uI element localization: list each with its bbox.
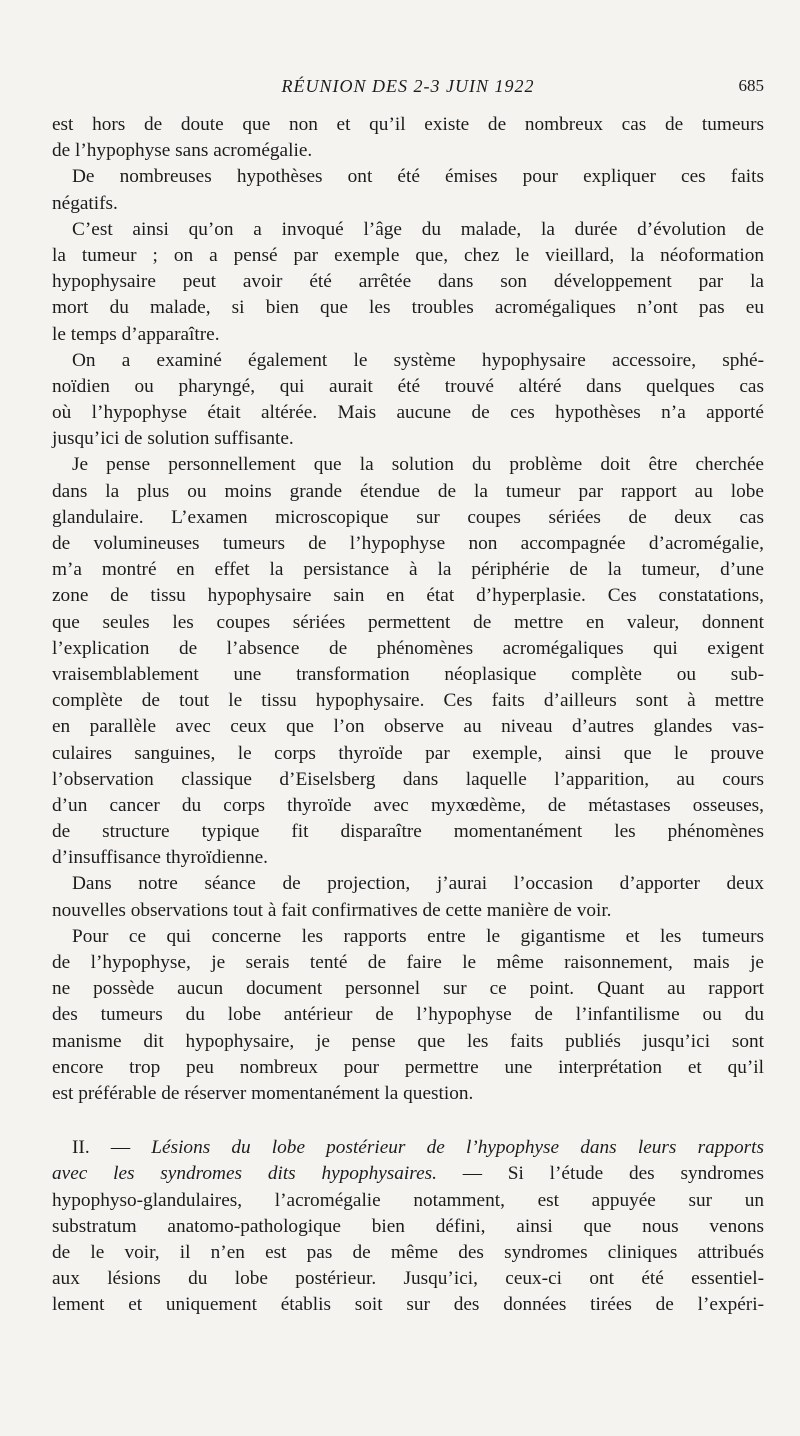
text-line: où l’hypophyse était altérée. Mais aucune de ces hypothèses n’a apporté — [52, 402, 764, 424]
text-line: Je pense personnellement que la solution du problème doit être cherchée — [72, 454, 764, 476]
text-line: Dans notre séance de projection, j’aurai l’occasion d’apporter deux — [72, 873, 764, 895]
text-line: ne possède aucun document personnel sur ce point. Quant au rapport — [52, 978, 764, 1000]
text-line: que seules les coupes sériées permettent de mettre en valeur, donnent — [52, 611, 764, 633]
text-line: l’explication de l’absence de phénomènes acromégaliques qui exigent — [52, 637, 764, 659]
text-line: l’observation classique d’Eiselsberg dans laquelle l’apparition, au cours — [52, 768, 764, 790]
section-dash: — — [462, 1163, 483, 1185]
paragraph — [52, 871, 764, 923]
text-line: la tumeur ; on a pensé par exemple que, chez le vieillard, la néoformation — [52, 244, 764, 266]
text-line: m’a montré en effet la persistance à la périphérie de la tumeur, d’une — [52, 559, 764, 581]
text-line: le temps d’apparaître. — [52, 323, 220, 345]
page-header — [52, 76, 764, 100]
text-line: zone de tissu hypophysaire sain en état d’hyperplasie. Ces constatations, — [52, 585, 764, 607]
section-gap — [52, 1107, 764, 1135]
page-number: 685 — [738, 76, 764, 95]
text-line: On a examiné également le système hypophysaire accessoire, sphé- — [72, 349, 764, 371]
section-two-lines — [52, 1188, 764, 1319]
running-title: RÉUNION DES 2-3 JUIN 1922 — [281, 76, 535, 96]
section-two — [52, 1135, 764, 1318]
text-line: mort du malade, si bien que les troubles acromégaliques n’ont pas eu — [52, 297, 764, 319]
text-line: encore trop peu nombreux pour permettre une interprétation et qu’il — [52, 1056, 764, 1078]
text-line: jusqu’ici de solution suffisante. — [52, 428, 294, 450]
text-line: des tumeurs du lobe antérieur de l’hypophyse de l’infantilisme ou du — [52, 1004, 764, 1026]
text-line: nouvelles observations tout à fait confirmatives de cette manière de voir. — [52, 899, 612, 921]
page-body — [52, 112, 764, 1318]
text-line: de l’hypophyse, je serais tenté de faire le même raisonnement, mais je — [52, 952, 764, 973]
text-line: en parallèle avec ceux que l’on observe au niveau d’autres glandes vas- — [52, 716, 764, 738]
text-line: culaires sanguines, le corps thyroïde par exemple, ainsi que le prouve — [52, 742, 764, 764]
text-line: d’insuffisance thyroïdienne. — [52, 847, 268, 869]
section-line2-rest: Si l’étude des syndromes — [507, 1163, 764, 1185]
text-line: De nombreuses hypothèses ont été émises pour expliquer ces faits — [72, 166, 764, 188]
section-title-part2: avec les syndromes dits hypophysaires. — [52, 1163, 437, 1185]
section-two-heading-line — [52, 1135, 764, 1161]
text-line: noïdien ou pharyngé, qui aurait été trouvé altéré dans quelques cas — [52, 375, 764, 397]
text-line: vraisemblablement une transformation néoplasique complète ou sub- — [52, 663, 764, 685]
text-line: substratum anatomo-pathologique bien défini, ainsi que nous venons — [52, 1215, 764, 1237]
paragraph — [52, 452, 764, 871]
text-line: de volumineuses tumeurs de l’hypophyse non accompagnée d’acromégalie, — [52, 533, 764, 554]
text-line: hypophyso-glandulaires, l’acromégalie notamment, est appuyée sur un — [52, 1189, 764, 1211]
text-line: de le voir, il n’en est pas de même des syndromes cliniques attribués — [52, 1241, 764, 1263]
text-line: aux lésions du lobe postérieur. Jusqu’ici, ceux-ci ont été essentiel- — [52, 1268, 764, 1290]
section-title-part1: Lésions du lobe postérieur de l’hypophyse dans leurs rapports — [151, 1137, 764, 1159]
text-line: Pour ce qui concerne les rapports entre le gigantisme et les tumeurs — [72, 925, 764, 947]
paragraph — [52, 348, 764, 453]
text-line: de structure typique fit disparaître momentanément les phénomènes — [52, 821, 764, 843]
paragraphs — [52, 112, 764, 1107]
text-line: est hors de doute que non et qu’il existe de nombreux cas de tumeurs — [52, 114, 764, 135]
text-line: d’un cancer du corps thyroïde avec myxœdème, de métastases osseuses, — [52, 794, 764, 816]
paragraph — [52, 112, 764, 164]
text-line: complète de tout le tissu hypophysaire. Ces faits d’ailleurs sont à mettre — [52, 690, 764, 712]
text-line: glandulaire. L’examen microscopique sur coupes sériées de deux cas — [52, 506, 764, 528]
text-line: hypophysaire peut avoir été arrêtée dans son développement par la — [52, 271, 764, 293]
text-line: C’est ainsi qu’on a invoqué l’âge du malade, la durée d’évolution de — [72, 218, 764, 240]
paragraph — [52, 164, 764, 216]
text-line: négatifs. — [52, 192, 118, 214]
section-two-heading-line2 — [52, 1161, 764, 1187]
text-line: de l’hypophyse sans acromégalie. — [52, 140, 313, 162]
paragraph — [52, 924, 764, 1107]
section-numeral: II. — — [72, 1137, 131, 1159]
text-line: dans la plus ou moins grande étendue de la tumeur par rapport au lobe — [52, 480, 764, 502]
text-line: lement et uniquement établis soit sur des données tirées de l’expéri- — [52, 1294, 764, 1316]
text-line: manisme dit hypophysaire, je pense que les faits publiés jusqu’ici sont — [52, 1030, 764, 1052]
paragraph — [52, 217, 764, 348]
text-line: est préférable de réserver momentanément la question. — [52, 1082, 474, 1104]
